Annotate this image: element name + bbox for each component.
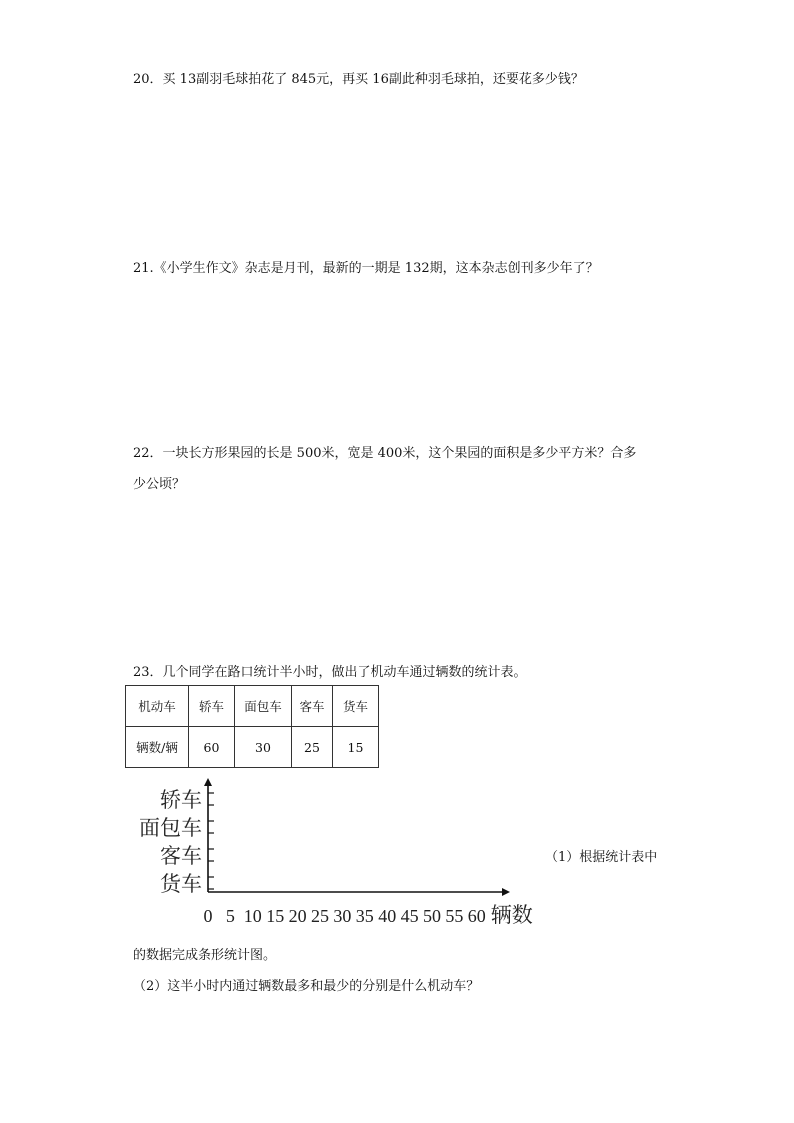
x-tick-label: 35: [355, 906, 374, 926]
part-2-prompt: （2）这半小时内通过辆数最多和最少的分别是什么机动车？: [133, 979, 480, 994]
x-tick-label: 60: [467, 906, 486, 926]
chart-layer: [139, 778, 533, 927]
x-tick-label: 10: [243, 906, 262, 926]
x-tick-label: 5: [225, 906, 235, 926]
x-tick-label: 30: [333, 906, 352, 926]
table-cell: 客车: [292, 686, 333, 727]
question-22-line-2: 少公顷？: [133, 477, 186, 492]
x-tick-label: 45: [400, 906, 419, 926]
question-23: 23．几个同学在路口统计半小时，做出了机动车通过辆数的统计表。: [133, 665, 527, 680]
table-cell: 60: [189, 727, 235, 768]
x-tick-label: 25: [311, 906, 329, 926]
x-tick-label: 50: [423, 906, 441, 926]
part-1-prompt-b: 的数据完成条形统计图。: [133, 948, 277, 963]
table-header-row: [126, 686, 379, 727]
question-22-line-1: 22．一块长方形果园的长是 500米，宽是 400米，这个果园的面积是多少平方米？合多: [133, 446, 637, 461]
bar-chart: [120, 770, 540, 930]
x-tick-label: 0: [203, 906, 213, 926]
part-1-prompt-a: （1）根据统计表中: [545, 850, 658, 865]
table-cell: 面包车: [235, 686, 292, 727]
table-cell: 25: [292, 727, 333, 768]
statistics-table: [125, 685, 379, 768]
question-21: 21.《小学生作文》杂志是月刊，最新的一期是 132期，这本杂志创刊多少年了？: [133, 261, 599, 276]
table-cell: 辆数/辆: [126, 727, 189, 768]
table-cell: 15: [333, 727, 379, 768]
x-axis-label: 辆数: [490, 903, 533, 927]
x-tick-label: 20: [288, 906, 307, 926]
table-cell: 机动车: [126, 686, 189, 727]
x-tick-label: 40: [378, 906, 397, 926]
table-cell: 30: [235, 727, 292, 768]
x-axis-arrow: [502, 888, 510, 896]
table-cell: 货车: [333, 686, 379, 727]
x-tick-label: 15: [266, 906, 285, 926]
table-cell: 轿车: [189, 686, 235, 727]
y-axis-arrow: [204, 778, 212, 786]
category-label: 轿车: [160, 788, 202, 812]
question-20: 20．买 13副羽毛球拍花了 845元，再买 16副此种羽毛球拍，还要花多少钱？: [133, 72, 584, 87]
category-label: 客车: [160, 844, 202, 868]
x-tick-label: 55: [445, 906, 464, 926]
table-data-row: [126, 727, 379, 768]
category-label: 面包车: [139, 816, 202, 840]
category-label: 货车: [160, 872, 202, 896]
